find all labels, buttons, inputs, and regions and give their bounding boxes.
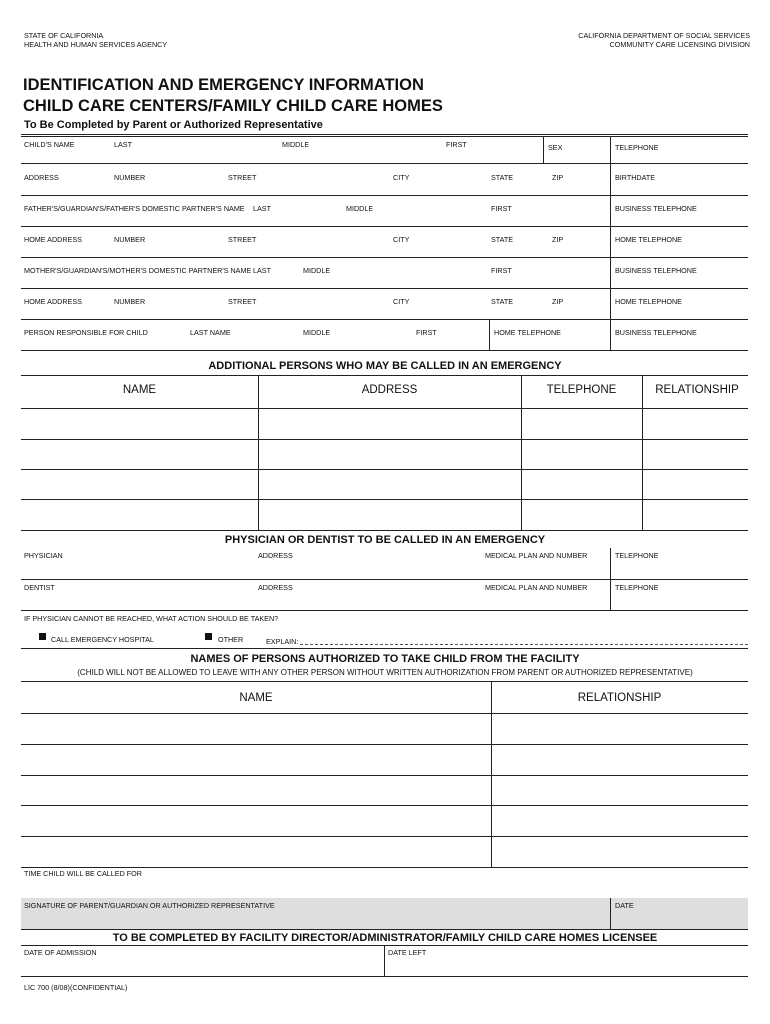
top-border: [21, 134, 748, 135]
responsible-business-telephone-label: BUSINESS TELEPHONE: [615, 328, 697, 337]
emergency-contacts-table-body[interactable]: [22, 409, 747, 529]
authorized-persons-table-body[interactable]: [22, 714, 747, 866]
child-last-label: LAST: [114, 140, 132, 149]
dentist-field[interactable]: [24, 592, 604, 609]
date-left-divider: [384, 945, 385, 976]
childs-name-label: CHILD'S NAME: [24, 140, 75, 149]
physician-heading: PHYSICIAN OR DENTIST TO BE CALLED IN AN EMERGENCY: [224, 534, 546, 546]
department-header: [578, 31, 750, 49]
mother-city-label: CITY: [393, 297, 410, 306]
other-label: OTHER: [218, 635, 244, 644]
mother-tel-divider: [610, 257, 611, 288]
form-subtitle: To Be Completed by Parent or Authorized Representative: [24, 119, 323, 131]
mother-street-label: STREET: [228, 297, 257, 306]
department-label: CALIFORNIA DEPARTMENT OF SOCIAL SERVICES: [578, 31, 750, 40]
responsible-home-telephone-label: HOME TELEPHONE: [494, 328, 561, 337]
childs-name-field[interactable]: [24, 146, 744, 162]
emergency-col-relationship: RELATIONSHIP: [655, 384, 739, 396]
emergency-bottom-line: [21, 530, 748, 531]
physician-field[interactable]: [24, 560, 604, 578]
father-home-telephone-label: HOME TELEPHONE: [615, 235, 682, 244]
authorized-top-border: [21, 681, 748, 682]
emergency-col-name: NAME: [122, 384, 157, 396]
mother-last-label: LAST: [253, 266, 271, 275]
row-divider: [21, 319, 748, 320]
emergency-col-telephone: TELEPHONE: [546, 384, 617, 396]
call-hospital-label: CALL EMERGENCY HOSPITAL: [51, 635, 154, 644]
child-telephone-label: TELEPHONE: [615, 143, 659, 152]
date-left-field[interactable]: [388, 957, 743, 975]
row-divider: [21, 648, 748, 649]
explain-field[interactable]: [300, 644, 748, 645]
physician-label: PHYSICIAN: [24, 551, 63, 560]
form-title-line1: IDENTIFICATION AND EMERGENCY INFORMATION: [23, 76, 424, 94]
child-state-label: STATE: [491, 173, 514, 182]
row-divider: [21, 163, 748, 164]
row-divider: [21, 195, 748, 196]
emergency-heading: ADDITIONAL PERSONS WHO MAY BE CALLED IN AN EMERGENCY: [208, 360, 562, 372]
responsible-first-label: FIRST: [416, 328, 437, 337]
time-called-field[interactable]: [24, 878, 744, 897]
father-name-label: FATHER'S/GUARDIAN'S/FATHER'S DOMESTIC PARTNER'S NAME: [24, 204, 245, 213]
child-middle-label: MIDDLE: [282, 140, 310, 149]
father-last-label: LAST: [253, 204, 271, 213]
mother-home-telephone-label: HOME TELEPHONE: [615, 297, 682, 306]
mother-number-label: NUMBER: [114, 297, 146, 306]
child-address-field[interactable]: [24, 181, 604, 194]
row-divider: [21, 579, 748, 580]
row-divider: [21, 257, 748, 258]
emergency-top-border: [21, 375, 748, 376]
father-tel-divider: [610, 195, 611, 226]
other-checkbox[interactable]: [205, 633, 212, 640]
signature-label: SIGNATURE OF PARENT/GUARDIAN OR AUTHORIZED REPRESENTATIVE: [24, 901, 275, 910]
form-number: LIC 700 (8/08)(CONFIDENTIAL): [24, 983, 128, 992]
father-name-field[interactable]: [24, 212, 604, 225]
row-divider: [21, 929, 748, 930]
authorized-heading: NAMES OF PERSONS AUTHORIZED TO TAKE CHILD FROM THE FACILITY: [190, 653, 580, 665]
child-address-label: ADDRESS: [24, 173, 59, 182]
physician-address-label: ADDRESS: [258, 551, 293, 560]
row-divider: [21, 288, 748, 289]
mother-business-telephone-label: BUSINESS TELEPHONE: [615, 266, 697, 275]
state-label: STATE OF CALIFORNIA: [24, 31, 104, 40]
mother-name-label: MOTHER'S/GUARDIAN'S/MOTHER'S DOMESTIC PARTNER'S NAME: [24, 266, 252, 275]
signature-date-divider: [610, 898, 611, 929]
father-number-label: NUMBER: [114, 235, 146, 244]
father-home-tel-divider: [610, 226, 611, 257]
division-label: COMMUNITY CARE LICENSING DIVISION: [609, 40, 750, 49]
form-title-line2: CHILD CARE CENTERS/FAMILY CHILD CARE HOMES: [23, 97, 443, 115]
dentist-telephone-label: TELEPHONE: [615, 583, 659, 592]
responsible-home-divider: [489, 319, 490, 350]
signature-field[interactable]: [24, 910, 604, 928]
call-hospital-checkbox[interactable]: [39, 633, 46, 640]
facility-heading: TO BE COMPLETED BY FACILITY DIRECTOR/ADMINISTRATOR/FAMILY CHILD CARE HOMES LICENSEE: [112, 932, 658, 944]
dentist-label: DENTIST: [24, 583, 55, 592]
mother-name-field[interactable]: [24, 274, 604, 287]
physician-medical-plan-label: MEDICAL PLAN AND NUMBER: [485, 551, 588, 560]
emergency-col-address: ADDRESS: [361, 384, 418, 396]
dentist-address-label: ADDRESS: [258, 583, 293, 592]
mother-state-label: STATE: [491, 297, 514, 306]
authorized-col-relationship: RELATIONSHIP: [577, 692, 662, 704]
responsible-label: PERSON RESPONSIBLE FOR CHILD: [24, 328, 148, 337]
top-border-2: [21, 136, 748, 137]
agency-header: [24, 31, 167, 49]
responsible-middle-label: MIDDLE: [303, 328, 331, 337]
authorized-col-name: NAME: [239, 692, 273, 704]
mother-middle-label: MIDDLE: [303, 266, 331, 275]
child-number-label: NUMBER: [114, 173, 146, 182]
authorized-bottom-line: [21, 867, 748, 868]
row-divider: [21, 350, 748, 351]
birthdate-divider: [610, 163, 611, 195]
unreachable-question: IF PHYSICIAN CANNOT BE REACHED, WHAT ACTION SHOULD BE TAKEN?: [24, 614, 279, 623]
row-divider: [21, 226, 748, 227]
child-zip-label: ZIP: [552, 173, 564, 182]
facility-bottom-line: [21, 976, 748, 977]
responsible-last-name-label: LAST NAME: [190, 328, 231, 337]
responsible-field[interactable]: [24, 336, 484, 349]
date-of-admission-field[interactable]: [24, 957, 379, 975]
date-of-admission-label: DATE OF ADMISSION: [24, 948, 97, 957]
father-home-address-label: HOME ADDRESS: [24, 235, 82, 244]
father-address-field[interactable]: [24, 243, 604, 256]
explain-label: EXPLAIN:: [266, 637, 299, 646]
signature-date-label: DATE: [615, 901, 634, 910]
signature-date-field[interactable]: [614, 910, 744, 928]
dentist-medical-plan-label: MEDICAL PLAN AND NUMBER: [485, 583, 588, 592]
mother-first-label: FIRST: [491, 266, 512, 275]
mother-home-address-label: HOME ADDRESS: [24, 297, 82, 306]
responsible-bus-divider: [610, 319, 611, 350]
father-state-label: STATE: [491, 235, 514, 244]
agency-label: HEALTH AND HUMAN SERVICES AGENCY: [24, 40, 168, 49]
physician-telephone-label: TELEPHONE: [615, 551, 659, 560]
row-divider: [21, 610, 748, 611]
time-called-label: TIME CHILD WILL BE CALLED FOR: [24, 869, 142, 878]
father-business-telephone-label: BUSINESS TELEPHONE: [615, 204, 697, 213]
child-sex-label: SEX: [548, 143, 563, 152]
child-first-label: FIRST: [446, 140, 467, 149]
child-city-label: CITY: [393, 173, 410, 182]
father-first-label: FIRST: [491, 204, 512, 213]
date-left-label: DATE LEFT: [388, 948, 427, 957]
father-city-label: CITY: [393, 235, 410, 244]
mother-home-tel-divider: [610, 288, 611, 319]
authorized-subheading: (CHILD WILL NOT BE ALLOWED TO LEAVE WITH ANY OTHER PERSON WITHOUT WRITTEN AUTHORIZATION FROM PARENT OR AUTHORIZED REPRESENTATIVE): [77, 668, 693, 677]
child-street-label: STREET: [228, 173, 257, 182]
child-birthdate-label: BIRTHDATE: [615, 173, 656, 182]
father-zip-label: ZIP: [552, 235, 564, 244]
father-street-label: STREET: [228, 235, 257, 244]
mother-zip-label: ZIP: [552, 297, 564, 306]
father-middle-label: MIDDLE: [346, 204, 374, 213]
mother-address-field[interactable]: [24, 305, 604, 318]
